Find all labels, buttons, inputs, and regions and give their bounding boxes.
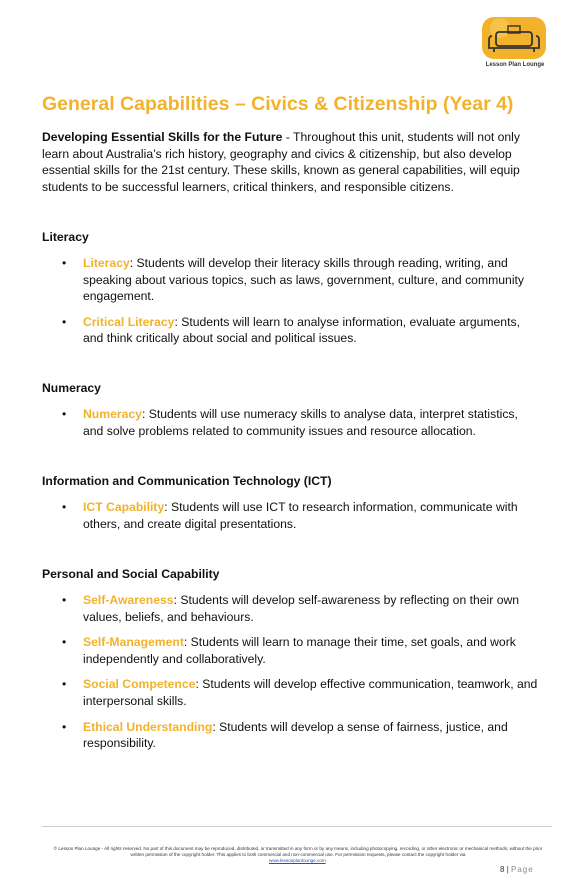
list-item <box>42 499 538 532</box>
list-item <box>42 592 538 625</box>
bullet-icon: • <box>62 314 67 329</box>
list-item <box>42 255 538 305</box>
capability-description: : Students will develop effective communication, teamwork, and interpersonal skills. <box>83 677 538 708</box>
capability-term: ICT Capability <box>83 500 165 514</box>
page-title: General Capabilities – Civics & Citizenship (Year 4) <box>42 93 514 115</box>
capability-description: : Students will develop their literacy skills through reading, writing, and speaking about various topics, such as laws, government, culture, and community engagement. <box>83 256 525 304</box>
capability-term: Literacy <box>83 256 130 270</box>
capability-list <box>42 592 552 752</box>
section-heading: Personal and Social Capability <box>42 567 220 581</box>
page-separator: | <box>506 865 509 874</box>
capability-term: Critical Literacy <box>83 314 175 329</box>
list-item <box>42 406 538 439</box>
capability-term: Social Competence <box>83 677 196 692</box>
section-numeracy <box>42 380 552 448</box>
capability-description: : Students will learn to analyse information, evaluate arguments, and think critically about social and political issues. <box>83 314 520 346</box>
capability-term: Self-Management <box>83 635 184 650</box>
section-personal-social <box>42 566 552 761</box>
bullet-icon: • <box>62 635 67 650</box>
bullet-icon: • <box>62 500 67 514</box>
bullet-icon: • <box>62 256 67 270</box>
capability-description: : Students will develop a sense of fairness, justice, and responsibility. <box>83 719 508 751</box>
copyright-text: © Lesson Plan Lounge - All rights reserved. No part of this document may be reproduced, distributed, or transmitted in any form or by any means, including photocopying, recording, or other electronic or mechanical methods, without the prior written permission of the copyright holder. This applies to both commercial and non-commercial use. For permission requests, please contact the copyright holder via <box>53 846 543 857</box>
page-number-value: 8 <box>500 865 505 874</box>
page-word: Page <box>511 865 534 874</box>
bullet-icon: • <box>62 677 67 692</box>
capability-list <box>42 499 552 532</box>
section-heading: Literacy <box>42 230 89 244</box>
capability-description: : Students will learn to manage their time, set goals, and work independently and collaboratively. <box>83 635 516 666</box>
list-item <box>42 634 538 667</box>
intro-paragraph <box>42 129 542 195</box>
copyright-notice <box>48 846 548 864</box>
capability-description: : Students will develop self-awareness by reflecting on their own values, beliefs, and behaviours. <box>83 593 520 624</box>
list-item <box>42 676 538 709</box>
link-suffix: . <box>325 858 327 863</box>
capability-term: Ethical Understanding <box>83 719 213 734</box>
intro-lead: Developing Essential Skills for the Future <box>42 130 283 144</box>
list-item <box>42 314 538 347</box>
section-literacy <box>42 229 552 356</box>
capability-list <box>42 255 552 347</box>
bullet-icon: • <box>62 719 67 734</box>
bullet-icon: • <box>62 407 67 421</box>
couch-logo-icon <box>480 14 550 62</box>
capability-term: Self-Awareness <box>83 593 174 607</box>
intro-body: - Throughout this unit, students will not only learn about Australia’s rich history, geography and civics & citizenship, but also develop essential skills for the 21st century. These skills, known as general capabilities, will equip students to be successful learners, critical thinkers, and responsible citizens. <box>42 130 520 194</box>
brand-logo <box>480 14 550 70</box>
section-ict <box>42 473 552 541</box>
page-number <box>500 865 534 874</box>
bullet-icon: • <box>62 593 67 607</box>
capability-list <box>42 406 552 439</box>
list-item <box>42 719 538 752</box>
capability-description: : Students will use ICT to research information, communicate with others, and create digital presentations. <box>83 500 518 531</box>
section-heading: Information and Communication Technology (ICT) <box>42 474 332 488</box>
footer-divider <box>42 826 552 827</box>
capability-term: Numeracy <box>83 407 142 421</box>
website-link[interactable]: www.lessonplanlounge.com <box>269 858 326 863</box>
capability-description: : Students will use numeracy skills to analyse data, interpret statistics, and solve problems related to community issues and resource allocation. <box>83 407 518 438</box>
section-heading: Numeracy <box>42 381 101 395</box>
logo-wordmark: Lesson Plan Lounge <box>485 62 545 68</box>
